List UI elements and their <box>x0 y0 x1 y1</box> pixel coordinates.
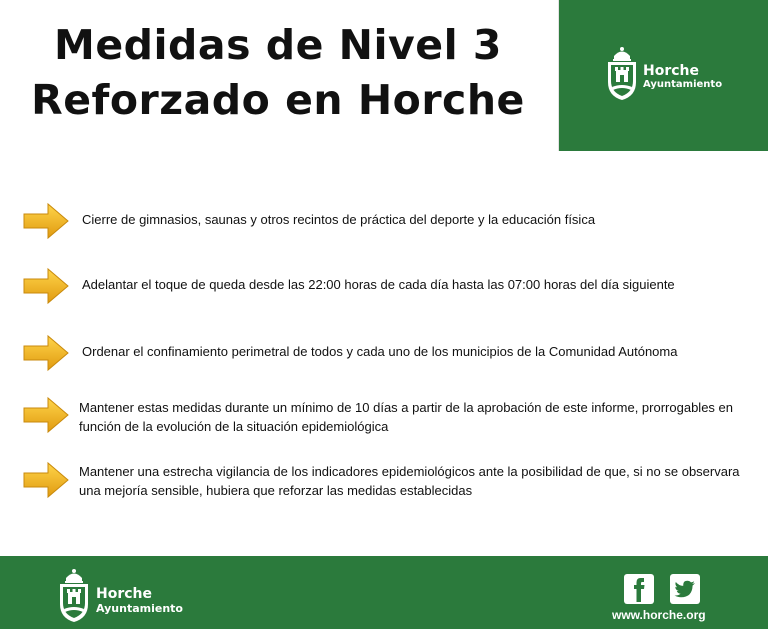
title-line-1: Medidas de Nivel 3 <box>54 21 502 69</box>
logo-name: Horche <box>643 63 699 79</box>
list-item <box>0 460 768 504</box>
arrow-right-icon <box>22 395 70 435</box>
social-links <box>624 574 704 606</box>
crest-icon <box>56 566 92 624</box>
list-item <box>0 199 768 243</box>
item-text-line-1: Mantener estas medidas durante un mínimo de 10 días a partir de la aprobación de este informe, prorrogables en <box>79 400 733 415</box>
website-link[interactable]: www.horche.org <box>612 608 706 622</box>
footer-logo-subtitle: Ayuntamiento <box>96 602 183 615</box>
arrow-right-icon <box>22 460 70 500</box>
crest-icon <box>605 44 639 102</box>
item-text-line-1: Mantener una estrecha vigilancia de los indicadores epidemiológicos ante la posibilidad de que, si no se observara <box>79 464 740 479</box>
arrow-right-icon <box>22 266 70 306</box>
item-text: Adelantar el toque de queda desde las 22:00 horas de cada día hasta las 07:00 horas del día siguiente <box>82 277 675 292</box>
header-logo-panel <box>558 0 768 151</box>
facebook-icon[interactable] <box>624 574 654 604</box>
item-text: Cierre de gimnasios, saunas y otros recintos de práctica del deporte y la educación física <box>82 212 596 227</box>
list-item <box>0 395 768 439</box>
footer-logo <box>56 566 196 626</box>
twitter-icon[interactable] <box>670 574 700 604</box>
arrow-right-icon <box>22 333 70 373</box>
item-text-line-2: función de la evolución de la situación epidemiológica <box>79 419 389 434</box>
item-text <box>79 462 740 500</box>
footer <box>0 556 768 629</box>
footer-logo-name: Horche <box>96 586 152 602</box>
item-text-line-2: una mejoría sensible, hubiera que reforzar las medidas establecidas <box>79 483 473 498</box>
title-line-2: Reforzado en Horche <box>31 76 525 124</box>
list-item <box>0 264 768 308</box>
page-title <box>28 18 528 128</box>
list-item <box>0 331 768 375</box>
arrow-right-icon <box>22 201 70 241</box>
item-text: Ordenar el confinamiento perimetral de todos y cada uno de los municipios de la Comunidad Autónoma <box>82 344 678 359</box>
logo-subtitle: Ayuntamiento <box>643 79 723 90</box>
item-text <box>79 398 733 436</box>
horche-logo <box>605 44 745 104</box>
